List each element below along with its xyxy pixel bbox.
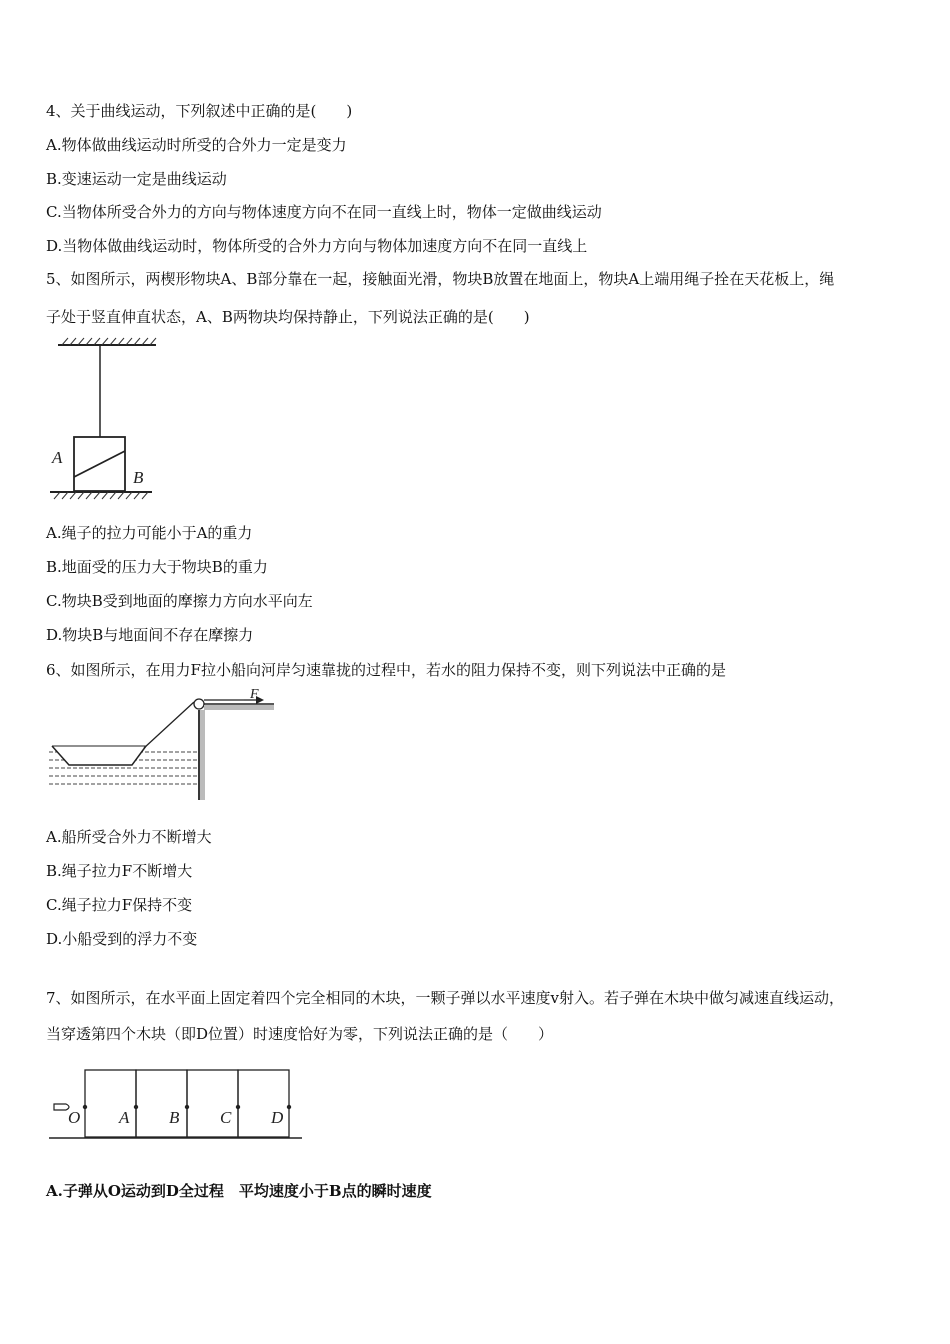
q4-option-a: A.物体做曲线运动时所受的合外力一定是变力 — [46, 136, 347, 154]
q5-label-b: B — [133, 468, 144, 487]
q6-option-b: B.绳子拉力F不断增大 — [46, 862, 193, 880]
q7-label-o: O — [68, 1108, 81, 1127]
q5-figure-wedges — [40, 335, 170, 505]
q5-option-c: C.物块B受到地面的摩擦力方向水平向左 — [46, 592, 313, 610]
q5-option-d: D.物块B与地面间不存在摩擦力 — [46, 626, 254, 644]
q7-stem-line1: 7、如图所示，在水平面上固定着四个完全相同的木块，一颗子弹以水平速度v射入。若子弹在木块中做匀减速直线运动， — [46, 989, 845, 1007]
q5-label-a: A — [52, 448, 63, 467]
q6-label-f: F — [250, 687, 259, 702]
q6-figure-boat — [44, 687, 274, 805]
q5-option-a: A.绳子的拉力可能小于A的重力 — [46, 524, 253, 542]
q7-label-d: D — [271, 1108, 284, 1127]
q7-label-c: C — [220, 1108, 232, 1127]
q4-option-b: B.变速运动一定是曲线运动 — [46, 170, 227, 188]
q6-option-d: D.小船受到的浮力不变 — [46, 930, 198, 948]
q4-option-d: D.当物体做曲线运动时，物体所受的合外力方向与物体加速度方向不在同一直线上 — [46, 237, 588, 255]
q5-stem-line1: 5、如图所示，两楔形物块A、B部分靠在一起，接触面光滑，物块B放置在地面上，物块A上端用绳子拴在天花板上，绳 — [46, 270, 835, 288]
q5-option-b: B.地面受的压力大于物块B的重力 — [46, 558, 268, 576]
q7-label-a: A — [119, 1108, 130, 1127]
q5-stem-line2: 子处于竖直伸直状态，A、B两物块均保持静止，下列说法正确的是( ) — [46, 308, 530, 326]
q7-option-a: A.子弹从O运动到D全过程 平均速度小于B点的瞬时速度 — [46, 1182, 432, 1200]
q6-option-a: A.船所受合外力不断增大 — [46, 828, 212, 846]
q6-option-c: C.绳子拉力F保持不变 — [46, 896, 193, 914]
q7-stem-line2: 当穿透第四个木块（即D位置）时速度恰好为零，下列说法正确的是（ ） — [46, 1025, 554, 1043]
q4-option-c: C.当物体所受合外力的方向与物体速度方向不在同一直线上时，物体一定做曲线运动 — [46, 203, 602, 221]
q7-figure-blocks — [46, 1065, 306, 1145]
q4-stem: 4、关于曲线运动，下列叙述中正确的是( ) — [46, 102, 353, 120]
q6-stem: 6、如图所示，在用力F拉小船向河岸匀速靠拢的过程中，若水的阻力保持不变，则下列说法中正确的是 — [46, 661, 726, 679]
q7-label-b: B — [169, 1108, 180, 1127]
